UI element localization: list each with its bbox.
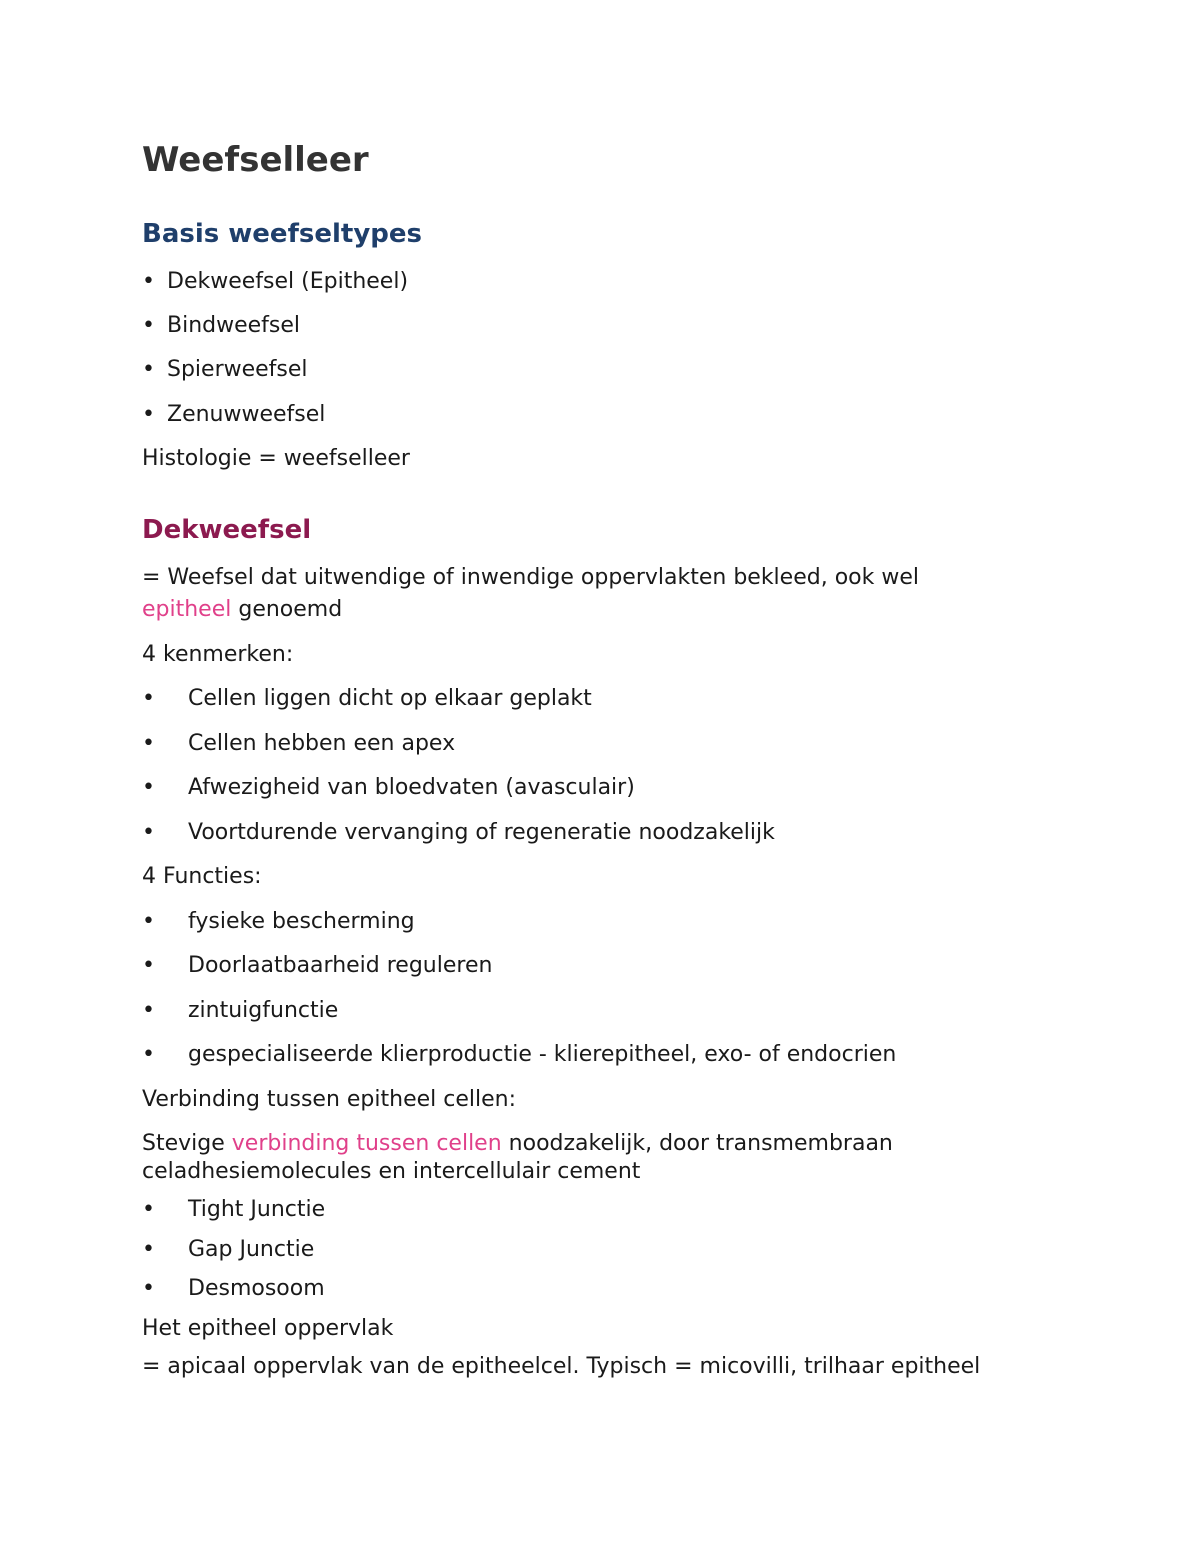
definition-line-2: epitheel genoemd	[142, 597, 343, 622]
list-item: • Voortdurende vervanging of regeneratie noodzakelijk	[142, 820, 775, 845]
list-item: • Cellen liggen dicht op elkaar geplakt	[142, 686, 592, 711]
list-item: • zintuigfunctie	[142, 998, 339, 1023]
verbinding-text-line-1: Stevige verbinding tussen cellen noodzakelijk, door transmembraan	[142, 1131, 893, 1156]
list-item: • Tight Junctie	[142, 1197, 326, 1222]
bullet-icon: •	[142, 357, 155, 382]
bullet-icon: •	[142, 269, 155, 294]
list-item: • gespecialiseerde klierproductie - klierepitheel, exo- of endocrien	[142, 1042, 897, 1067]
list-item: • Doorlaatbaarheid reguleren	[142, 953, 493, 978]
section-heading-dekweefsel: Dekweefsel	[142, 515, 312, 545]
bullet-icon: •	[142, 1276, 155, 1301]
definition-line-1: = Weefsel dat uitwendige of inwendige oppervlakten bekleed, ook wel	[142, 565, 919, 590]
kenmerken-label: 4 kenmerken:	[142, 642, 294, 667]
oppervlak-label: Het epitheel oppervlak	[142, 1316, 394, 1341]
list-item: • Cellen hebben een apex	[142, 731, 456, 756]
section-heading-basis: Basis weefseltypes	[142, 219, 422, 249]
bullet-icon: •	[142, 1237, 155, 1262]
functies-label: 4 Functies:	[142, 864, 262, 889]
list-item: • Dekweefsel (Epitheel)	[142, 269, 409, 294]
bullet-icon: •	[142, 820, 155, 845]
verbinding-label: Verbinding tussen epitheel cellen:	[142, 1087, 516, 1112]
verbinding-text-line-2: celadhesiemolecules en intercellulair cement	[142, 1159, 641, 1184]
oppervlak-text: = apicaal oppervlak van de epitheelcel. Typisch = micovilli, trilhaar epitheel	[142, 1354, 981, 1379]
list-item: • Bindweefsel	[142, 313, 301, 338]
bullet-icon: •	[142, 313, 155, 338]
bullet-icon: •	[142, 402, 155, 427]
bullet-icon: •	[142, 731, 155, 756]
list-item: • fysieke bescherming	[142, 909, 415, 934]
bullet-icon: •	[142, 1197, 155, 1222]
highlight-verbinding: verbinding tussen cellen	[231, 1131, 502, 1156]
bullet-icon: •	[142, 686, 155, 711]
bullet-icon: •	[142, 953, 155, 978]
page-title: Weefselleer	[142, 140, 369, 180]
bullet-icon: •	[142, 775, 155, 800]
list-item: • Afwezigheid van bloedvaten (avasculair)	[142, 775, 635, 800]
bullet-icon: •	[142, 998, 155, 1023]
histologie-note: Histologie = weefselleer	[142, 446, 410, 471]
bullet-icon: •	[142, 909, 155, 934]
bullet-icon: •	[142, 1042, 155, 1067]
highlight-epitheel: epitheel	[142, 597, 232, 622]
list-item: • Spierweefsel	[142, 357, 308, 382]
list-item: • Desmosoom	[142, 1276, 325, 1301]
list-item: • Zenuwweefsel	[142, 402, 326, 427]
list-item: • Gap Junctie	[142, 1237, 315, 1262]
